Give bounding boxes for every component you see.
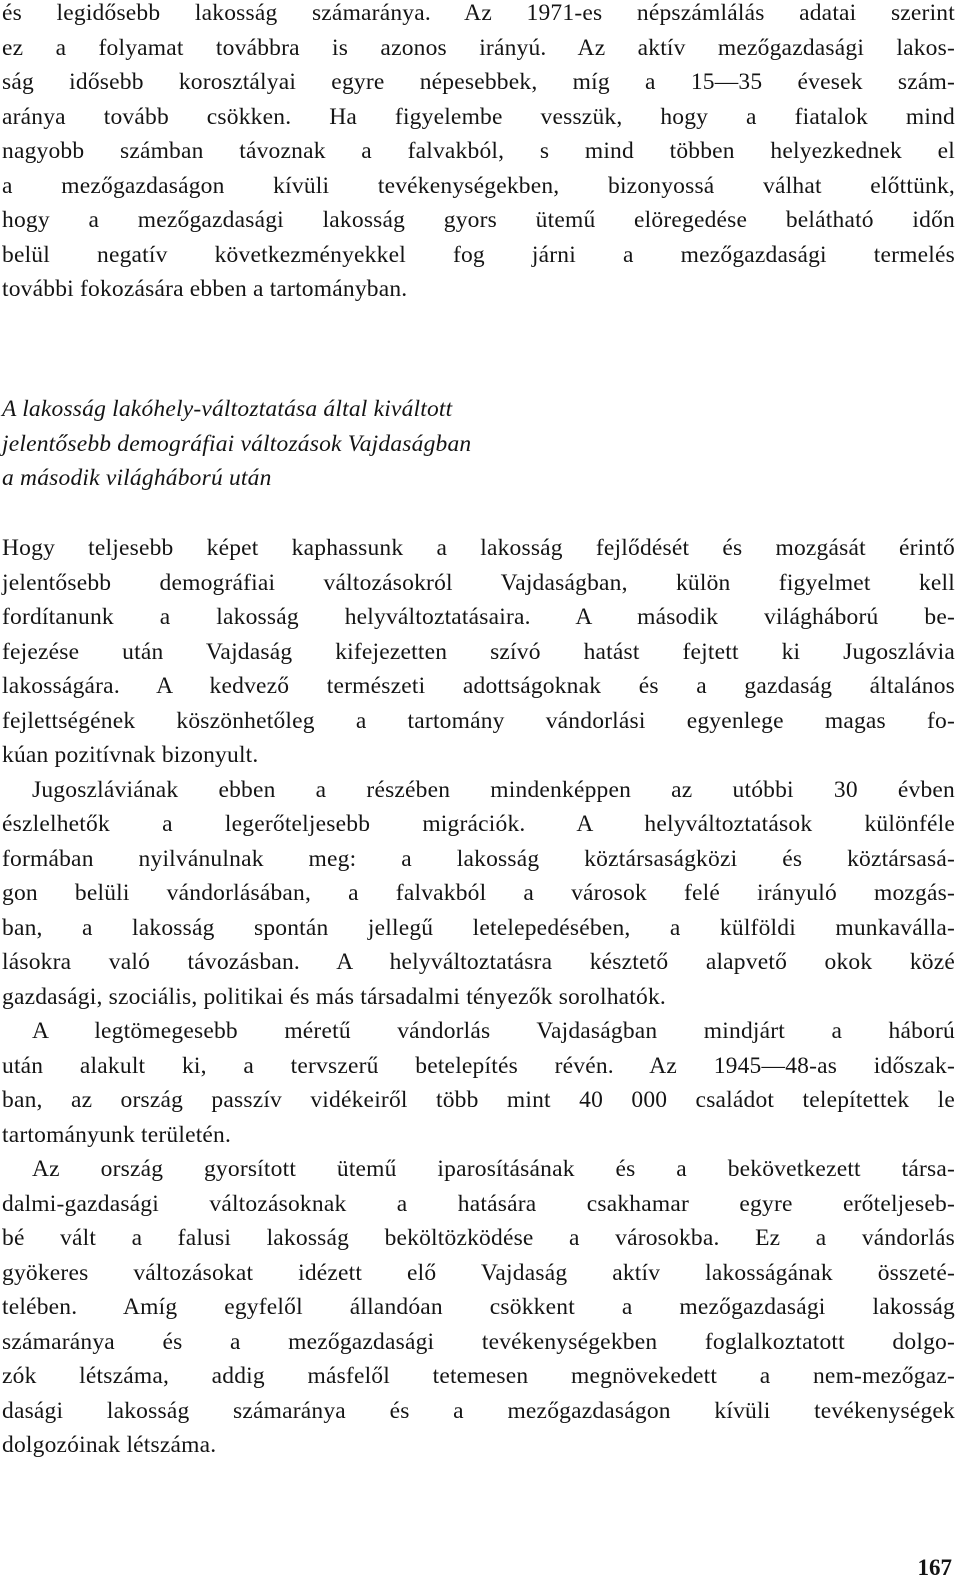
text-line: után alakult ki, a tervszerű betelepítés révén. Az 1945—48-as időszak- [2,1052,955,1079]
text-line: lakosságára. A kedvező természeti adottságoknak és a gazdaság általános [2,673,955,699]
text-line: dolgozóinak létszáma. [2,1432,217,1458]
paragraph-3 [2,1014,955,1152]
text-line: Jugoszláviának ebben a részében mindenképpen az utóbbi 30 évben [32,776,955,803]
text-line: a mezőgazdaságon kívüli tevékenységekben, bizonyossá válhat előttünk, [2,172,955,199]
heading-line: jelentősebb demográfiai változások Vajdaságban [2,430,472,457]
paragraph-2 [2,773,955,1015]
text-line: fejezése után Vajdaság kifejezetten szívó hatást fejtett ki Jugoszlávia [2,638,955,665]
text-line: telében. Amíg egyfelől állandóan csökkent a mezőgazdasági lakosság [2,1294,955,1320]
text-line: tartományunk területén. [2,1121,232,1148]
heading-line: A lakosság lakóhely-változtatása által kiváltott [2,396,453,422]
text-line: nagyobb számban távoznak a falvakból, s mind többen helyezkednek el [2,138,955,164]
paragraph-1 [2,531,955,773]
text-line: és legidősebb lakosság számaránya. Az 1971-es népszámlálás adatai szerint [2,0,955,26]
paragraph-4 [2,1152,955,1463]
text-line: aránya tovább csökken. Ha figyelembe vesszük, hogy a fiatalok mind [2,103,955,130]
text-line: Hogy teljesebb képet kaphassunk a lakosság fejlődését és mozgását érintő [2,535,955,561]
text-line: ban, a lakosság spontán jellegű letelepedésében, a külföldi munkaválla- [2,914,955,941]
text-line: zók létszáma, addig másfelől tetemesen megnövekedett a nem-mezőgaz- [2,1363,955,1389]
text-line: jelentősebb demográfiai változásokról Vajdaságban, külön figyelmet kell [2,569,955,596]
text-line: észlelhetők a legerőteljesebb migrációk. A helyváltoztatások különféle [2,811,955,837]
text-line: hogy a mezőgazdasági lakosság gyors ütemű elöregedése belátható időn [2,207,955,233]
text-line: ez a folyamat továbbra is azonos irányú. Az aktív mezőgazdasági lakos- [2,34,955,61]
text-line: lásokra való távozásban. A helyváltoztatásra késztető alapvető okok közé [2,949,955,975]
text-line: ság idősebb korosztályai egyre népesebbek, míg a 15—35 évesek szám- [2,69,955,95]
page-number: 167 [917,1555,952,1580]
text-line: dalmi-gazdasági változásoknak a hatására csakhamar egyre erőteljeseb- [2,1190,955,1217]
text-line: gazdasági, szociális, politikai és más társadalmi tényezők sorolhatók. [2,983,666,1010]
text-line: fordítanunk a lakosság helyváltoztatásaira. A második világháború be- [2,604,955,630]
text-line: belül negatív következményekkel fog járni a mezőgazdasági termelés [2,241,955,268]
text-line: ban, az ország passzív vidékeiről több mint 40 000 családot telepítettek le [2,1087,955,1113]
text-line: fejlettségének köszönhetőleg a tartomány vándorlási egyenlege magas fo- [2,707,955,734]
text-line: számaránya és a mezőgazdasági tevékenységekben foglalkoztatott dolgo- [2,1328,955,1355]
text-line: A legtömegesebb méretű vándorlás Vajdaságban mindjárt a háború [32,1018,955,1044]
section-heading [2,392,955,496]
heading-line: a második világháború után [2,465,272,491]
text-line: dasági lakosság számaránya és a mezőgazdaságon kívüli tevékenységek [2,1397,955,1424]
text-line: gon belüli vándorlásában, a falvakból a városok felé irányuló mozgás- [2,880,955,906]
text-line: további fokozására ebben a tartományban. [2,276,408,302]
text-line: kúan pozitívnak bizonyult. [2,742,259,768]
text-line: Az ország gyorsított ütemű iparosításának és a bekövetkezett társa- [32,1156,955,1182]
text-line: bé vált a falusi lakosság beköltözködése a városokba. Ez a vándorlás [2,1225,955,1251]
text-line: formában nyilvánulnak meg: a lakosság köztársaságközi és köztársasá- [2,845,955,872]
body-text [2,531,955,1463]
intro-paragraph [2,0,955,307]
text-line: gyökeres változásokat idézett elő Vajdaság aktív lakosságának összeté- [2,1259,955,1286]
